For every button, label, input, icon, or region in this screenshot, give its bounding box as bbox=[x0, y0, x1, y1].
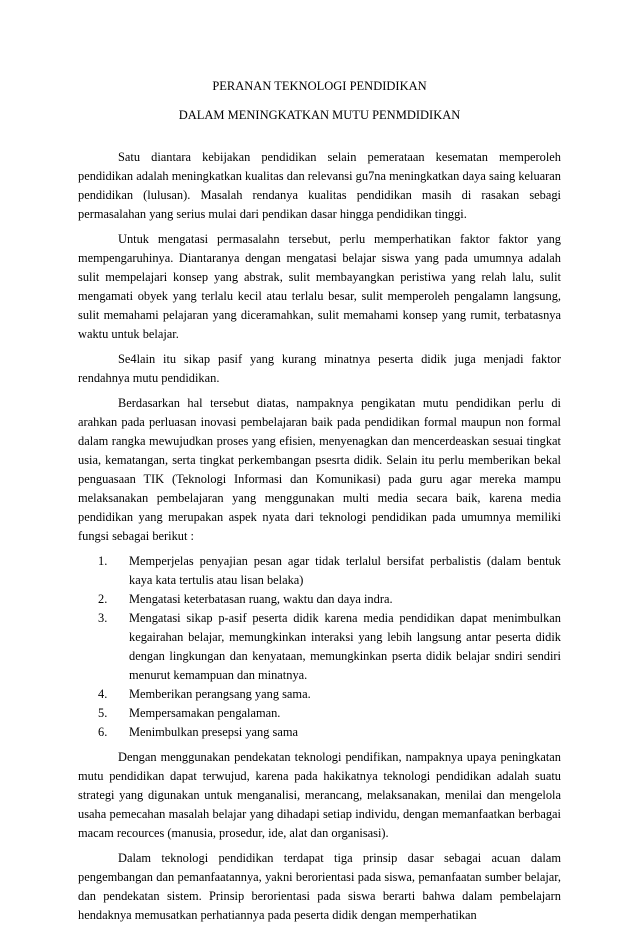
paragraph: Satu diantara kebijakan pendidikan selain pemerataan kesematan memperoleh pendidikan adalah meningkatkan kualitas dan relevansi gu7na meningkatkan daya saing keluaran pendidikan (lulusan). Masalah rendanya kualitas pendidikan masih di rasakan sebagi permasalahan yang serius mulai dari pendikan dasar hingga pendidikan tinggi. bbox=[78, 150, 561, 221]
list-item bbox=[78, 552, 561, 590]
list-item-text: Mengatasi keterbatasan ruang, waktu dan daya indra. bbox=[129, 592, 393, 606]
document-subtitle: DALAM MENINGKATKAN MUTU PENMDIDIKAN bbox=[178, 108, 461, 122]
list-number: 3. bbox=[98, 611, 108, 625]
list-number: 1. bbox=[98, 554, 108, 568]
list-item-text: Menimbulkan presepsi yang sama bbox=[129, 725, 298, 739]
paragraph: Se4lain itu sikap pasif yang kurang minatnya peserta didik juga menjadi faktor rendahnya mutu pendidikan. bbox=[78, 352, 561, 385]
list-item-text: Memberikan perangsang yang sama. bbox=[129, 687, 311, 701]
paragraph: Untuk mengatasi permasalahn tersebut, perlu memperhatikan faktor faktor yang mempengaruhinya. Diantaranya dengan mengatasi belajar siswa yang pada umumnya adalah sulit mempelajari konsep yang abstrak, sulit membayangkan peristiwa yang relah lalu, sulit mengamati obyek yang terlalu kecil atau terlalu besar, sulit memperoleh pengalamn langsung, sulit memahami pelajaran yang diceramahkan, sulit memahami konsep yang rumit, terbatasnya waktu untuk belajar. bbox=[78, 232, 561, 341]
list-number: 2. bbox=[98, 592, 108, 606]
list-item bbox=[78, 609, 561, 685]
list-number: 6. bbox=[98, 725, 108, 739]
paragraph: Dalam teknologi pendidikan terdapat tiga prinsip dasar sebagai acuan dalam pengembangan dan pemanfaatannya, yakni berorientasi pada siswa, pemanfaatan sumber belajar, dan pendekatan sistem. Prinsip berorientasi pada siswa berarti bahwa dalam pembelajarn hendaknya memusatkan perhatiannya pada peserta didik dengan memperhatikan bbox=[78, 851, 561, 922]
function-list bbox=[78, 552, 561, 742]
list-number: 4. bbox=[98, 687, 108, 701]
list-number: 5. bbox=[98, 706, 108, 720]
list-item bbox=[78, 685, 561, 704]
paragraph: Berdasarkan hal tersebut diatas, nampaknya pengikatan mutu pendidikan perlu di arahkan pada perluasan inovasi pembelajaran baik pada pendidikan formal maupun non formal dalam rangka mewujudkan proses yang efisien, menyenagkan dan mencerdeaskan sesuai tingkat usia, kematangan, serta tingkat perkembangan psesrta didik. Selain itu perlu memberikan bekal penguasaan TIK (Teknologi Informasi dan Komunikasi) pada guru agar mereka mampu melaksanakan pembelajaran yang menggunakan multi media secara baik, karena media pendidikan yang merupakan aspek nyata dari teknologi pendidikan pada umumnya memiliki fungsi sebagai berikut : bbox=[78, 396, 561, 543]
list-item bbox=[78, 704, 561, 723]
paragraph: Dengan menggunakan pendekatan teknologi pendifikan, nampaknya upaya peningkatan mutu pendidikan dapat terwujud, karena pada hakikatnya teknologi pendidikan adalah suatu strategi yang digunakan untuk menganalisi, merancang, melaksanakan, menilai dan mengelola usaha pemecahan masalah belajar yang dihadapi setiap individu, dengan memanfaatkan berbagai macam recources (manusia, prosedur, ide, alat dan organisasi). bbox=[78, 750, 561, 840]
list-item-text: Memperjelas penyajian pesan agar tidak terlalul bersifat perbalistis (dalam bentuk kaya kata tertulis atau lisan belaka) bbox=[129, 554, 561, 587]
list-item-text: Mempersamakan pengalaman. bbox=[129, 706, 281, 720]
document-body bbox=[78, 148, 561, 931]
list-item-text: Mengatasi sikap p-asif peserta didik karena media pendidikan dapat menimbulkan kegairahan belajar, memungkinkan interaksi yang lebih langsung antar peserta didik dengan lingkungan dan kenyataan, memungkinkan pserta didik belajar sndiri sendiri menurut kemampuan dan minatnya. bbox=[129, 611, 561, 682]
document-title: PERANAN TEKNOLOGI PENDIDIKAN bbox=[212, 79, 427, 93]
list-item bbox=[78, 590, 561, 609]
list-item bbox=[78, 723, 561, 742]
